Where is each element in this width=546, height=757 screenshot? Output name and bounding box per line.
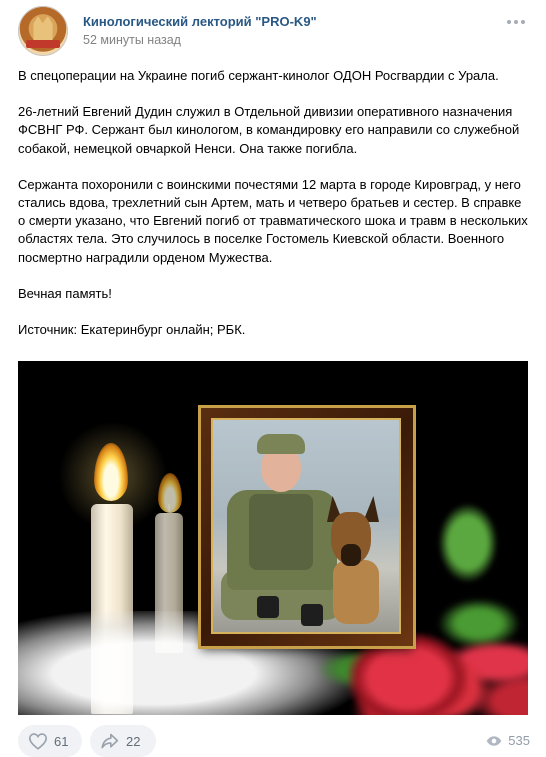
share-button[interactable] bbox=[90, 725, 156, 757]
soldier-vest bbox=[249, 494, 313, 570]
more-horizontal-icon bbox=[521, 20, 525, 24]
eye-icon bbox=[486, 735, 502, 747]
dog-muzzle bbox=[341, 544, 361, 566]
post-time[interactable]: 52 минуты назад bbox=[83, 33, 181, 47]
soldier-cap bbox=[257, 434, 305, 454]
avatar-banner bbox=[26, 40, 60, 48]
post-paragraph: Источник: Екатеринбург онлайн; РБК. bbox=[18, 322, 246, 338]
views-count: 535 bbox=[508, 733, 530, 748]
post-text bbox=[18, 67, 530, 357]
avatar-dog-emblem bbox=[31, 16, 55, 42]
post-actions bbox=[18, 725, 530, 750]
soldier-boot bbox=[257, 596, 279, 618]
leaf-decoration bbox=[438, 503, 498, 583]
share-count: 22 bbox=[126, 733, 141, 749]
share-arrow-icon bbox=[100, 732, 120, 750]
candle-flame bbox=[158, 473, 182, 513]
group-name-link[interactable]: Кинологический лекторий "PRO-K9" bbox=[83, 14, 317, 29]
views-counter bbox=[486, 733, 530, 748]
group-avatar[interactable] bbox=[18, 6, 68, 56]
dog-figure bbox=[333, 560, 379, 624]
portrait-frame bbox=[201, 408, 413, 646]
more-options-button[interactable] bbox=[505, 12, 527, 32]
soldier-boot bbox=[301, 604, 323, 626]
like-count: 61 bbox=[54, 733, 69, 749]
heart-icon bbox=[28, 732, 48, 750]
more-horizontal-icon bbox=[514, 20, 518, 24]
post-paragraph: В спецоперации на Украине погиб сержант-кинолог ОДОН Росгвардии с Урала. bbox=[18, 68, 499, 83]
more-horizontal-icon bbox=[507, 20, 511, 24]
memorial-photo[interactable] bbox=[18, 361, 528, 715]
post-paragraph: Вечная память! bbox=[18, 285, 112, 301]
like-button[interactable] bbox=[18, 725, 82, 757]
portrait-photo bbox=[213, 420, 399, 632]
post-paragraph: 26-летний Евгений Дудин служил в Отдельной дивизии оперативного назначения ФСВНГ РФ. Сержант был кинологом, в командировку его направили со служебной собакой, немецкой овчаркой Ненси. Она также погибла. bbox=[18, 104, 520, 156]
post-paragraph: Сержанта похоронили с воинскими почестями 12 марта в городе Кировград, у него стались вдова, трехлетний сын Артем, мать и четверо братьев и сестер. В справке о смерти указано, что Евгений погиб от травматического шока и травм в нескольких областях тела. Это случилось в поселке Гостомель Киевской области. Военного посмертно наградили орденом Мужества. bbox=[18, 176, 528, 265]
